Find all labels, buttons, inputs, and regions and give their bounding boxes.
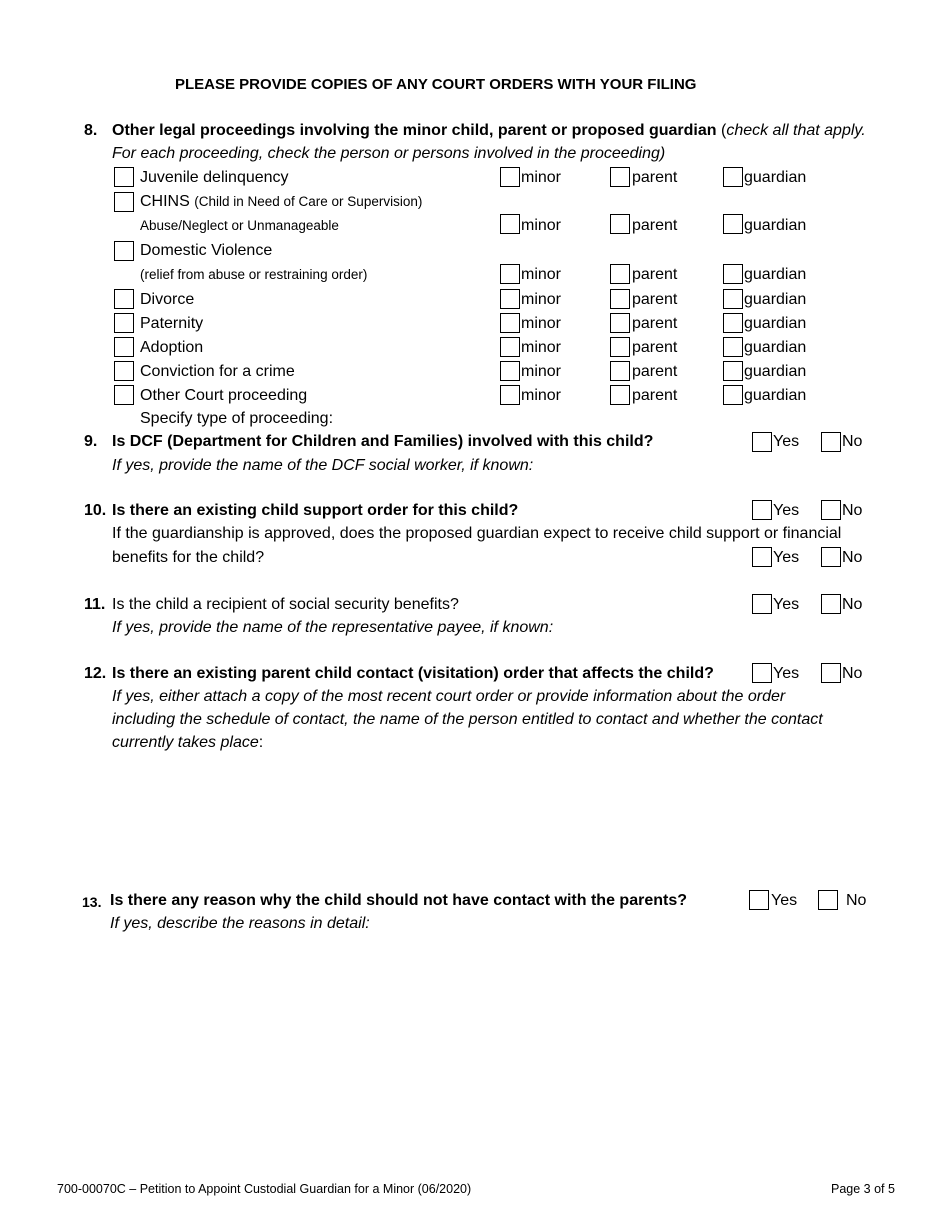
dv-parent-checkbox[interactable] xyxy=(610,264,630,284)
paternity-checkbox[interactable] xyxy=(114,313,134,333)
adoption-minor-checkbox[interactable] xyxy=(500,337,520,357)
conviction-parent-label: parent xyxy=(632,363,678,380)
divorce-minor-checkbox[interactable] xyxy=(500,289,520,309)
conviction-minor-label: minor xyxy=(521,363,562,380)
q11-yes-label: Yes xyxy=(773,596,800,613)
q10b-yes-checkbox[interactable] xyxy=(752,547,772,567)
q13-yes-label: Yes xyxy=(771,892,798,909)
divorce-parent-checkbox[interactable] xyxy=(610,289,630,309)
footer-form-id: 700-00070C – Petition to Appoint Custodial Guardian for a Minor (06/2020) xyxy=(57,1182,472,1196)
q9-subtext: If yes, provide the name of the DCF social worker, if known: xyxy=(112,457,534,474)
chins-guardian-checkbox[interactable] xyxy=(723,214,743,234)
divorce-label: Divorce xyxy=(140,291,195,308)
conviction-minor-checkbox[interactable] xyxy=(500,361,520,381)
other-proceeding-checkbox[interactable] xyxy=(114,385,134,405)
q12-subtext-line1: If yes, either attach a copy of the most recent court order or provide information about the order xyxy=(112,688,786,705)
other-parent-label: parent xyxy=(632,387,678,404)
q12-yes-label: Yes xyxy=(773,665,800,682)
q10-subtext-line1: If the guardianship is approved, does the proposed guardian expect to receive child support or financial xyxy=(112,525,842,542)
q10b-yes-label: Yes xyxy=(773,549,800,566)
q12-number: 12. xyxy=(84,665,107,682)
q13-no-checkbox[interactable] xyxy=(818,890,838,910)
q10b-no-checkbox[interactable] xyxy=(821,547,841,567)
other-guardian-label: guardian xyxy=(744,387,807,404)
adoption-guardian-checkbox[interactable] xyxy=(723,337,743,357)
paternity-minor-checkbox[interactable] xyxy=(500,313,520,333)
juvenile-checkbox[interactable] xyxy=(114,167,134,187)
q12-yes-checkbox[interactable] xyxy=(752,663,772,683)
q9-no-checkbox[interactable] xyxy=(821,432,841,452)
other-minor-checkbox[interactable] xyxy=(500,385,520,405)
q10-subtext-line2: benefits for the child? xyxy=(112,549,265,566)
conviction-label: Conviction for a crime xyxy=(140,363,295,380)
q8-heading xyxy=(112,121,866,141)
q13-subtext: If yes, describe the reasons in detail: xyxy=(110,915,370,932)
specify-proceeding-label: Specify type of proceeding: xyxy=(140,410,334,427)
chins-parent-checkbox[interactable] xyxy=(610,214,630,234)
footer-page-number: Page 3 of 5 xyxy=(831,1182,895,1196)
q9-yes-checkbox[interactable] xyxy=(752,432,772,452)
dv-guardian-checkbox[interactable] xyxy=(723,264,743,284)
page-header: PLEASE PROVIDE COPIES OF ANY COURT ORDERS WITH YOUR FILING xyxy=(175,76,697,93)
conviction-guardian-label: guardian xyxy=(744,363,807,380)
chins-main: CHINS xyxy=(140,193,190,210)
juvenile-parent-label: parent xyxy=(632,169,678,186)
other-parent-checkbox[interactable] xyxy=(610,385,630,405)
conviction-parent-checkbox[interactable] xyxy=(610,361,630,381)
q9-no-label: No xyxy=(842,433,863,450)
adoption-checkbox[interactable] xyxy=(114,337,134,357)
q12-title: Is there an existing parent child contact (visitation) order that affects the child? xyxy=(112,665,714,682)
paternity-label: Paternity xyxy=(140,315,204,332)
chins-guardian-label: guardian xyxy=(744,217,807,234)
paternity-minor-label: minor xyxy=(521,315,562,332)
q12-subtext-line2: including the schedule of contact, the name of the person entitled to contact and whether the contact xyxy=(112,711,823,728)
divorce-checkbox[interactable] xyxy=(114,289,134,309)
q11-number: 11. xyxy=(84,596,106,613)
q8-instruction: For each proceeding, check the person or persons involved in the proceeding) xyxy=(112,145,666,162)
paternity-parent-label: parent xyxy=(632,315,678,332)
q10-no-label: No xyxy=(842,502,863,519)
chins-label xyxy=(140,192,422,212)
juvenile-parent-checkbox[interactable] xyxy=(610,167,630,187)
juvenile-guardian-checkbox[interactable] xyxy=(723,167,743,187)
q12-subtext-colon: : xyxy=(258,734,264,751)
q13-no-label: No xyxy=(846,892,867,909)
adoption-parent-label: parent xyxy=(632,339,678,356)
other-minor-label: minor xyxy=(521,387,562,404)
q11-no-checkbox[interactable] xyxy=(821,594,841,614)
other-proceeding-label: Other Court proceeding xyxy=(140,387,308,404)
q12-no-checkbox[interactable] xyxy=(821,663,841,683)
q11-yes-checkbox[interactable] xyxy=(752,594,772,614)
q10-number: 10. xyxy=(84,502,107,519)
dv-parent-label: parent xyxy=(632,266,678,283)
q8-title: Other legal proceedings involving the minor child, parent or proposed guardian xyxy=(112,122,717,139)
chins-minor-label: minor xyxy=(521,217,562,234)
chins-minor-checkbox[interactable] xyxy=(500,214,520,234)
q12-no-label: No xyxy=(842,665,863,682)
chins-sub-label: Abuse/Neglect or Unmanageable xyxy=(140,218,339,233)
q8-instr-open: ( xyxy=(720,122,727,139)
chins-parent-label: parent xyxy=(632,217,678,234)
conviction-guardian-checkbox[interactable] xyxy=(723,361,743,381)
q9-number: 9. xyxy=(84,433,98,450)
adoption-minor-label: minor xyxy=(521,339,562,356)
adoption-parent-checkbox[interactable] xyxy=(610,337,630,357)
q12-subtext-line3 xyxy=(112,733,263,753)
paternity-guardian-label: guardian xyxy=(744,315,807,332)
q13-number: 13. xyxy=(82,894,102,910)
chins-checkbox[interactable] xyxy=(114,192,134,212)
q10-title: Is there an existing child support order for this child? xyxy=(112,502,519,519)
adoption-label: Adoption xyxy=(140,339,204,356)
divorce-guardian-checkbox[interactable] xyxy=(723,289,743,309)
juvenile-guardian-label: guardian xyxy=(744,169,807,186)
juvenile-label: Juvenile delinquency xyxy=(140,169,289,186)
q10-yes-label: Yes xyxy=(773,502,800,519)
q13-title: Is there any reason why the child should not have contact with the parents? xyxy=(110,892,687,909)
q11-no-label: No xyxy=(842,596,863,613)
q12-subtext-line3-text: currently takes place xyxy=(112,734,259,751)
divorce-minor-label: minor xyxy=(521,291,562,308)
chins-paren: (Child in Need of Care or Supervision) xyxy=(194,194,423,209)
q10b-no-label: No xyxy=(842,549,863,566)
other-guardian-checkbox[interactable] xyxy=(723,385,743,405)
dv-minor-label: minor xyxy=(521,266,562,283)
q8-instr-italic: check all that apply. xyxy=(726,122,866,139)
juvenile-minor-checkbox[interactable] xyxy=(500,167,520,187)
paternity-parent-checkbox[interactable] xyxy=(610,313,630,333)
q10-yes-checkbox[interactable] xyxy=(752,500,772,520)
q11-title: Is the child a recipient of social security benefits? xyxy=(112,596,459,613)
juvenile-minor-label: minor xyxy=(521,169,562,186)
dv-guardian-label: guardian xyxy=(744,266,807,283)
dv-sub-label: (relief from abuse or restraining order) xyxy=(140,267,368,282)
conviction-checkbox[interactable] xyxy=(114,361,134,381)
q8-number: 8. xyxy=(84,122,98,139)
dv-minor-checkbox[interactable] xyxy=(500,264,520,284)
q10-no-checkbox[interactable] xyxy=(821,500,841,520)
divorce-parent-label: parent xyxy=(632,291,678,308)
adoption-guardian-label: guardian xyxy=(744,339,807,356)
q11-subtext: If yes, provide the name of the representative payee, if known: xyxy=(112,619,554,636)
q13-yes-checkbox[interactable] xyxy=(749,890,769,910)
dv-label: Domestic Violence xyxy=(140,242,273,259)
q9-title: Is DCF (Department for Children and Families) involved with this child? xyxy=(112,433,654,450)
dv-checkbox[interactable] xyxy=(114,241,134,261)
q9-yes-label: Yes xyxy=(773,433,800,450)
divorce-guardian-label: guardian xyxy=(744,291,807,308)
paternity-guardian-checkbox[interactable] xyxy=(723,313,743,333)
